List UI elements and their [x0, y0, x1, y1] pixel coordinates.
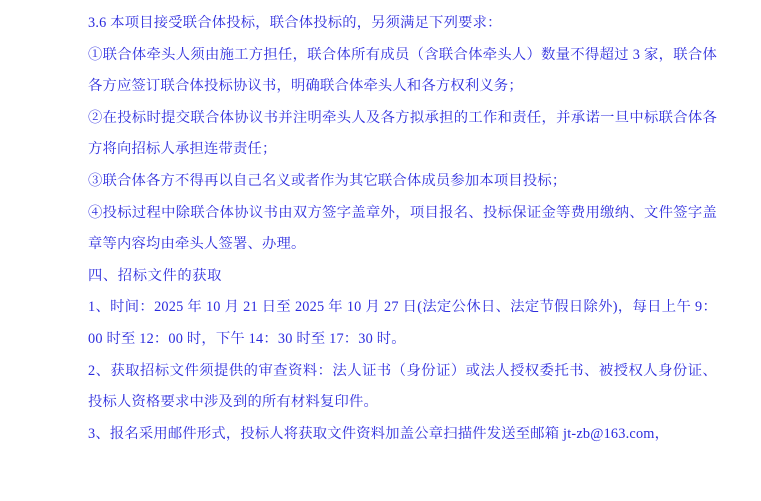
clause-item-3: ③联合体各方不得再以自己名义或者作为其它联合体成员参加本项目投标；	[88, 172, 567, 189]
item-2-materials: 2、获取招标文件须提供的审查资料：法人证书（身份证）或法人授权委托书、被授权人身份证、投标人资格要求中涉及到的所有材料复印件。	[88, 362, 717, 411]
clause-item-4: ④投标过程中除联合体协议书由双方签字盖章外，项目报名、投标保证金等费用缴纳、文件签字盖章等内容均由牵头人签署、办理。	[88, 204, 717, 253]
clause-item-2: ②在投标时提交联合体协议书并注明牵头人及各方拟承担的工作和责任，并承诺一旦中标联合体各方将向招标人承担连带责任；	[88, 109, 717, 158]
clause-item-1: ①联合体牵头人须由施工方担任，联合体所有成员（含联合体牵头人）数量不得超过 3 家，联合体各方应签订联合体投标协议书，明确联合体牵头人和各方权利义务；	[88, 46, 717, 95]
document-body	[88, 8, 717, 450]
clause-3-6-consortium-intro: 3.6 本项目接受联合体投标，联合体投标的，另须满足下列要求：	[88, 15, 502, 31]
item-1-time: 1、时间：2025 年 10 月 21 日至 2025 年 10 月 27 日(法定公休日、法定节假日除外)，每日上午 9：00 时至 12：00 时，下午 14：30 时至 17：30 时。	[88, 299, 717, 347]
section-heading-four: 四、招标文件的获取	[88, 267, 223, 284]
item-3-registration: 3、报名采用邮件形式，投标人将获取文件资料加盖公章扫描件发送至邮箱 jt-zb@163.com，	[88, 425, 670, 442]
